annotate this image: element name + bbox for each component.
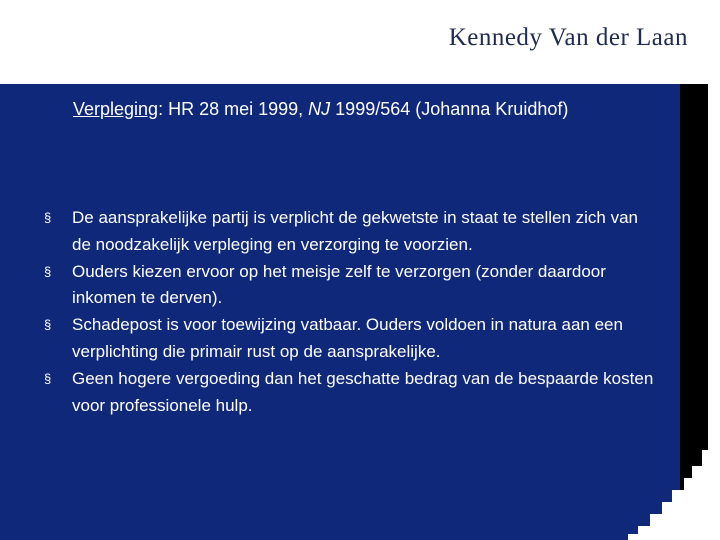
bullet-item [40,259,660,313]
bullet-marker-icon: § [44,370,52,386]
bullet-item [40,312,660,366]
company-logo: Kennedy Van der Laan [448,24,688,51]
decorative-step [628,534,720,540]
bullet-text: Schadepost is voor toewijzing vatbaar. Ouders voldoen in natura aan een verplichting die primair rust op de aansprakelijke. [72,315,623,361]
bullet-list [40,205,660,419]
title-ref-rest: 1999/564 (Johanna Kruidhof) [330,99,569,119]
bullet-marker-icon: § [44,317,52,333]
title-ref-main: HR 28 mei 1999, [168,99,309,119]
title-ref-journal: NJ [308,99,331,119]
slide-header [0,0,720,84]
bullet-item [40,205,660,259]
slide-body [0,84,680,540]
bullet-text: Geen hogere vergoeding dan het geschatte bedrag van de bespaarde kosten voor professionele hulp. [72,368,654,415]
bullet-text: Ouders kiezen ervoor op het meisje zelf te verzorgen (zonder daardoor inkomen te derven). [72,261,606,308]
bullet-item [40,366,660,420]
bullet-text: De aansprakelijke partij is verplicht de gekwetste in staat te stellen zich van de noodzakelijk verpleging en verzorging te voorzien. [72,208,639,254]
title-label: Verpleging [73,99,159,119]
bullet-marker-icon: § [44,210,52,225]
bullet-marker-icon: § [44,263,52,279]
slide-title [73,96,633,123]
title-colon: : [158,99,169,119]
